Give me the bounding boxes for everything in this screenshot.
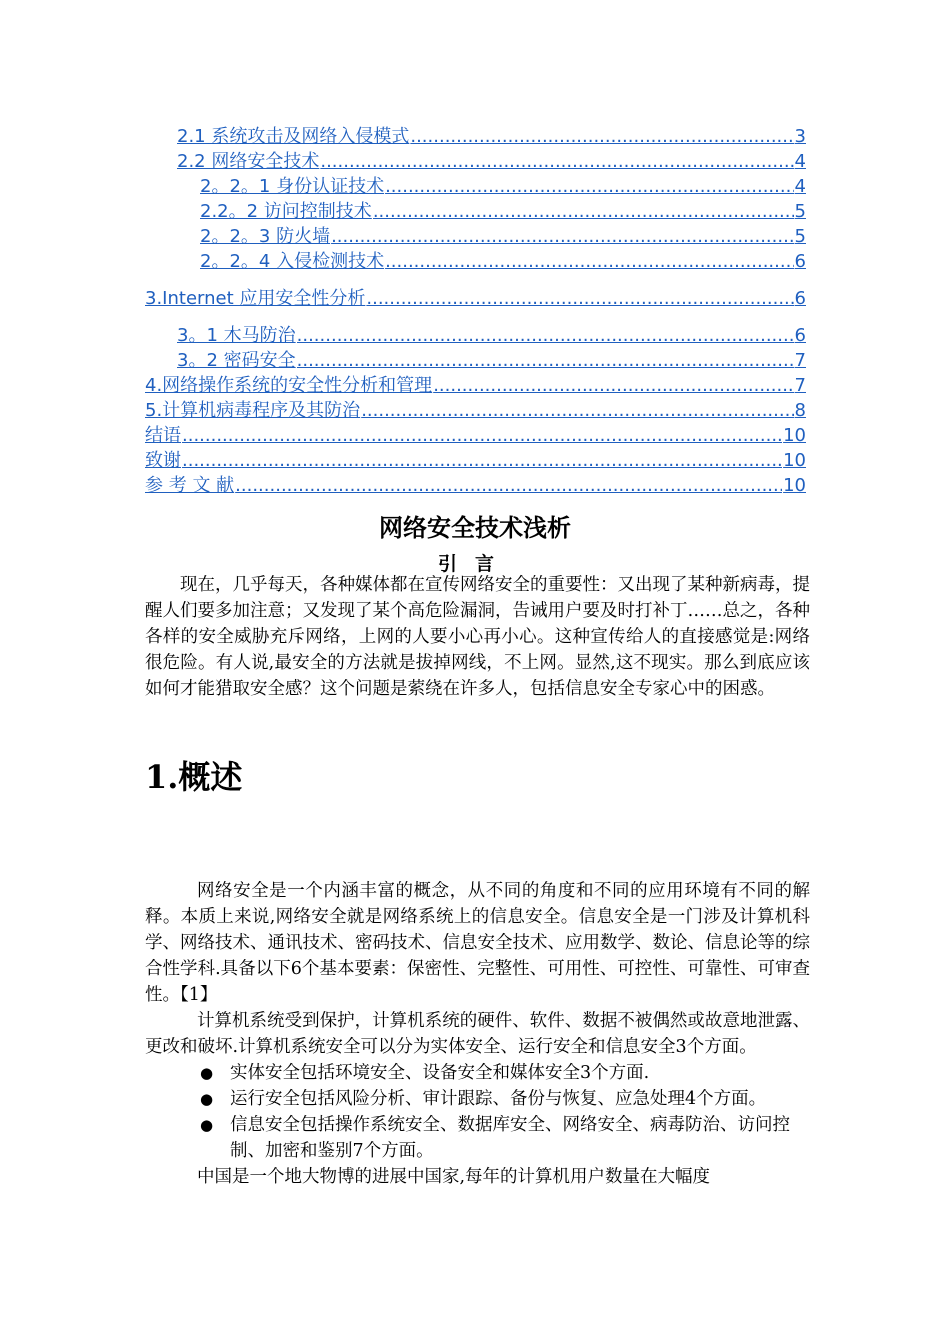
- bullet-icon: ●: [200, 1116, 214, 1134]
- toc-entry[interactable]: [145, 373, 806, 398]
- toc-entry-title: 4.网络操作系统的安全性分析和管理: [145, 375, 433, 396]
- list-item-text: 信息安全包括操作系统安全、数据库安全、网络安全、病毒防治、访问控制、加密和鉴别7个方面。: [230, 1115, 790, 1161]
- toc-entry-title: 5.计算机病毒程序及其防治: [145, 400, 361, 421]
- list-item: [145, 1060, 810, 1086]
- toc-entry[interactable]: [145, 398, 806, 423]
- toc-entry[interactable]: [145, 348, 806, 373]
- toc-entry-page: 10: [783, 425, 806, 446]
- bullet-list: [145, 1060, 810, 1164]
- document-title: 网络安全技术浅析: [379, 514, 571, 542]
- toc-entry[interactable]: [145, 448, 806, 473]
- toc-entry-page: 4: [794, 151, 806, 172]
- toc-entry-page: 6: [794, 325, 806, 346]
- toc-entry-page: 3: [794, 126, 806, 147]
- toc-entry[interactable]: [145, 199, 806, 224]
- toc-entry[interactable]: [145, 149, 806, 174]
- toc-entry-page: 6: [794, 288, 806, 309]
- toc-entry-page: 7: [794, 350, 806, 371]
- table-of-contents: [145, 124, 806, 498]
- toc-entry-title: 3。2 密码安全: [177, 350, 296, 371]
- toc-entry-page: 10: [783, 450, 806, 471]
- toc-entry-title: 参 考 文 献: [145, 475, 235, 496]
- body-paragraph: 中国是一个地大物博的进展中国家,每年的计算机用户数量在大幅度: [197, 1167, 711, 1187]
- bullet-icon: ●: [200, 1090, 214, 1108]
- list-item: [145, 1086, 810, 1112]
- toc-entry[interactable]: [145, 323, 806, 348]
- toc-entry[interactable]: [145, 124, 806, 149]
- toc-entry-title: 2。2。3 防火墙: [200, 226, 331, 247]
- section-body: [145, 878, 810, 1190]
- intro-heading: 引言: [437, 553, 512, 575]
- toc-entry[interactable]: [145, 473, 806, 498]
- toc-entry-page: 4: [794, 176, 806, 197]
- toc-entry-page: 8: [794, 400, 806, 421]
- toc-entry-title: 2.2 网络安全技术: [177, 151, 320, 172]
- toc-entry-page: 7: [794, 375, 806, 396]
- toc-entry-title: 2.2。2 访问控制技术: [200, 201, 372, 222]
- toc-entry-page: 6: [794, 251, 806, 272]
- toc-entry-title: 3.Internet 应用安全性分析: [145, 288, 366, 309]
- toc-entry[interactable]: [145, 286, 806, 311]
- toc-entry-title: 2。2。1 身份认证技术: [200, 176, 385, 197]
- section-heading: 1.概述: [145, 758, 243, 796]
- list-item-text: 运行安全包括风险分析、审计跟踪、备份与恢复、应急处理4个方面。: [230, 1089, 767, 1109]
- toc-entry-title: 3。1 木马防治: [177, 325, 296, 346]
- toc-entry-page: 10: [783, 475, 806, 496]
- toc-entry-page: 5: [794, 201, 806, 222]
- toc-entry-title: 致谢: [145, 450, 181, 471]
- list-item-text: 实体安全包括环境安全、设备安全和媒体安全3个方面.: [230, 1063, 650, 1083]
- list-item: [145, 1112, 810, 1164]
- toc-entry[interactable]: [145, 224, 806, 249]
- body-paragraph: 计算机系统受到保护，计算机系统的硬件、软件、数据不被偶然或故意地泄露、更改和破坏.计算机系统安全可以分为实体安全、运行安全和信息安全3个方面。: [145, 1011, 810, 1057]
- toc-entry-title: 2。2。4 入侵检测技术: [200, 251, 385, 272]
- toc-entry-title: 结语: [145, 425, 181, 446]
- toc-entry[interactable]: [145, 423, 806, 448]
- body-paragraph: 网络安全是一个内涵丰富的概念，从不同的角度和不同的应用环境有不同的解释。本质上来说,网络安全就是网络系统上的信息安全。信息安全是一门涉及计算机科学、网络技术、通讯技术、密码技术、信息安全技术、应用数学、数论、信息论等的综合性学科.具备以下6个基本要素：保密性、完整性、可用性、可控性、可靠性、可审查性。【1】: [145, 881, 810, 1005]
- toc-entry-page: 5: [794, 226, 806, 247]
- bullet-icon: ●: [200, 1064, 214, 1082]
- toc-entry[interactable]: [145, 174, 806, 199]
- toc-entry[interactable]: [145, 249, 806, 274]
- toc-entry-title: 2.1 系统攻击及网络入侵模式: [177, 126, 410, 147]
- intro-paragraph: 现在，几乎每天，各种媒体都在宣传网络安全的重要性：又出现了某种新病毒，提醒人们要多加注意；又发现了某个高危险漏洞，告诫用户要及时打补丁……总之，各种各样的安全威胁充斥网络，上网的人要小心再小心。这种宣传给人的直接感觉是:网络很危险。有人说,最安全的方法就是拔掉网线，不上网。显然,这不现实。那么到底应该如何才能猎取安全感？这个问题是萦绕在许多人，包括信息安全专家心中的困惑。: [145, 575, 810, 699]
